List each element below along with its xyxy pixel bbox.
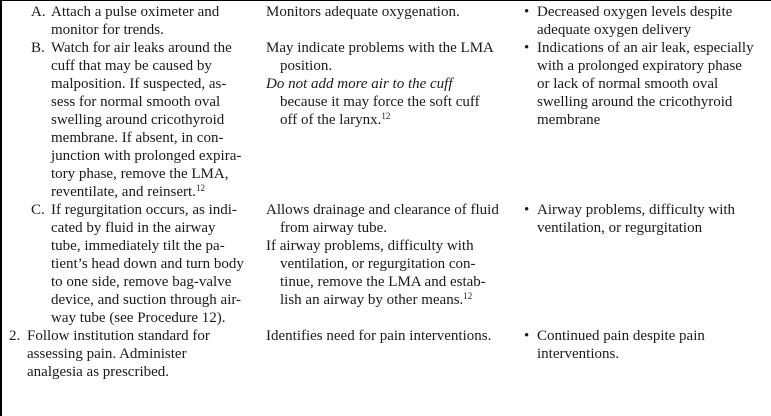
- bullet-icon: •: [524, 202, 530, 218]
- step-text-line: junction with prolonged expira-: [51, 148, 242, 164]
- rationale-text-line: Identifies need for pain interventions.: [266, 328, 492, 344]
- step-text-line: Watch for air leaks around the: [51, 40, 232, 56]
- step-text-line: way tube (see Procedure 12).: [51, 310, 226, 326]
- step-text-line: malposition. If suspected, as-: [51, 76, 227, 92]
- step-text-line: device, and suction through air-: [51, 292, 242, 308]
- step-text-line: monitor for trends.: [51, 22, 164, 38]
- rationale-text-line: tinue, remove the LMA and estab-: [280, 274, 486, 290]
- rationale-caution: Do not add more air to the cuff: [266, 76, 453, 92]
- reportable-condition-line: interventions.: [537, 346, 620, 362]
- step-text-line: tient’s head down and turn body: [51, 256, 244, 272]
- bullet-icon: •: [524, 40, 530, 56]
- reportable-condition-line: swelling around the cricothyroid: [537, 94, 733, 110]
- step-text-line: Attach a pulse oximeter and: [51, 4, 220, 20]
- step-text-line: sess for normal smooth oval: [51, 94, 221, 110]
- reportable-condition-line: ventilation, or regurgitation: [537, 220, 703, 236]
- step-text-line: tory phase, remove the LMA,: [51, 166, 229, 182]
- page-left-edge: [0, 0, 2, 416]
- rationale-text-line: Allows drainage and clearance of fluid: [266, 202, 499, 218]
- step-text-line: analgesia as prescribed.: [27, 364, 170, 380]
- step-text-line: assessing pain. Administer: [27, 346, 187, 362]
- reference-superscript: 12: [381, 111, 391, 121]
- rationale-text-line: from airway tube.: [280, 220, 388, 236]
- step-text-line: tube, immediately tilt the pa-: [51, 238, 225, 254]
- rationale-text-line: position.: [280, 58, 333, 74]
- step-label: B.: [31, 40, 45, 56]
- reportable-condition-line: membrane: [537, 112, 601, 128]
- step-text-line: Follow institution standard for: [27, 328, 210, 344]
- rationale-text-line: because it may force the soft cuff: [280, 94, 480, 110]
- reportable-condition-line: adequate oxygen delivery: [537, 22, 692, 38]
- reportable-condition-line: or lack of normal smooth oval: [537, 76, 719, 92]
- bullet-icon: •: [524, 328, 530, 344]
- step-text-line: If regurgitation occurs, as indi-: [51, 202, 237, 218]
- step-label: 2.: [9, 328, 21, 344]
- rationale-text-line: May indicate problems with the LMA: [266, 40, 494, 56]
- reportable-condition-line: with a prolonged expiratory phase: [537, 58, 742, 74]
- table-top-rule: [0, 0, 771, 1]
- reportable-condition-line: Airway problems, difficulty with: [537, 202, 736, 218]
- step-text-line: cated by fluid in the airway: [51, 220, 216, 236]
- reportable-condition-line: Decreased oxygen levels despite: [537, 4, 733, 20]
- rationale-text-line: off of the larynx.$^{12}$: [280, 111, 391, 128]
- rationale-text-line: If airway problems, difficulty with: [266, 238, 474, 254]
- step-text-line: cuff that may be caused by: [51, 58, 212, 74]
- step-text-line: to one side, remove bag-valve: [51, 274, 232, 290]
- step-text-line: swelling around cricothyroid: [51, 112, 225, 128]
- step-text-line: reventilate, and reinsert.$^{12}$: [51, 183, 205, 200]
- rationale-text-line: lish an airway by other means.$^{12}$: [280, 291, 473, 308]
- reference-superscript: 12: [463, 291, 473, 301]
- reportable-condition-line: Indications of an air leak, especially: [537, 40, 754, 56]
- step-label: C.: [31, 202, 45, 218]
- reference-superscript: 12: [195, 183, 205, 193]
- reportable-condition-line: Continued pain despite pain: [537, 328, 705, 344]
- step-label: A.: [31, 4, 46, 20]
- rationale-text-line: Monitors adequate oxygenation.: [266, 4, 460, 20]
- step-text-line: membrane. If absent, in con-: [51, 130, 224, 146]
- bullet-icon: •: [524, 4, 530, 20]
- rationale-text-line: ventilation, or regurgitation con-: [280, 256, 476, 272]
